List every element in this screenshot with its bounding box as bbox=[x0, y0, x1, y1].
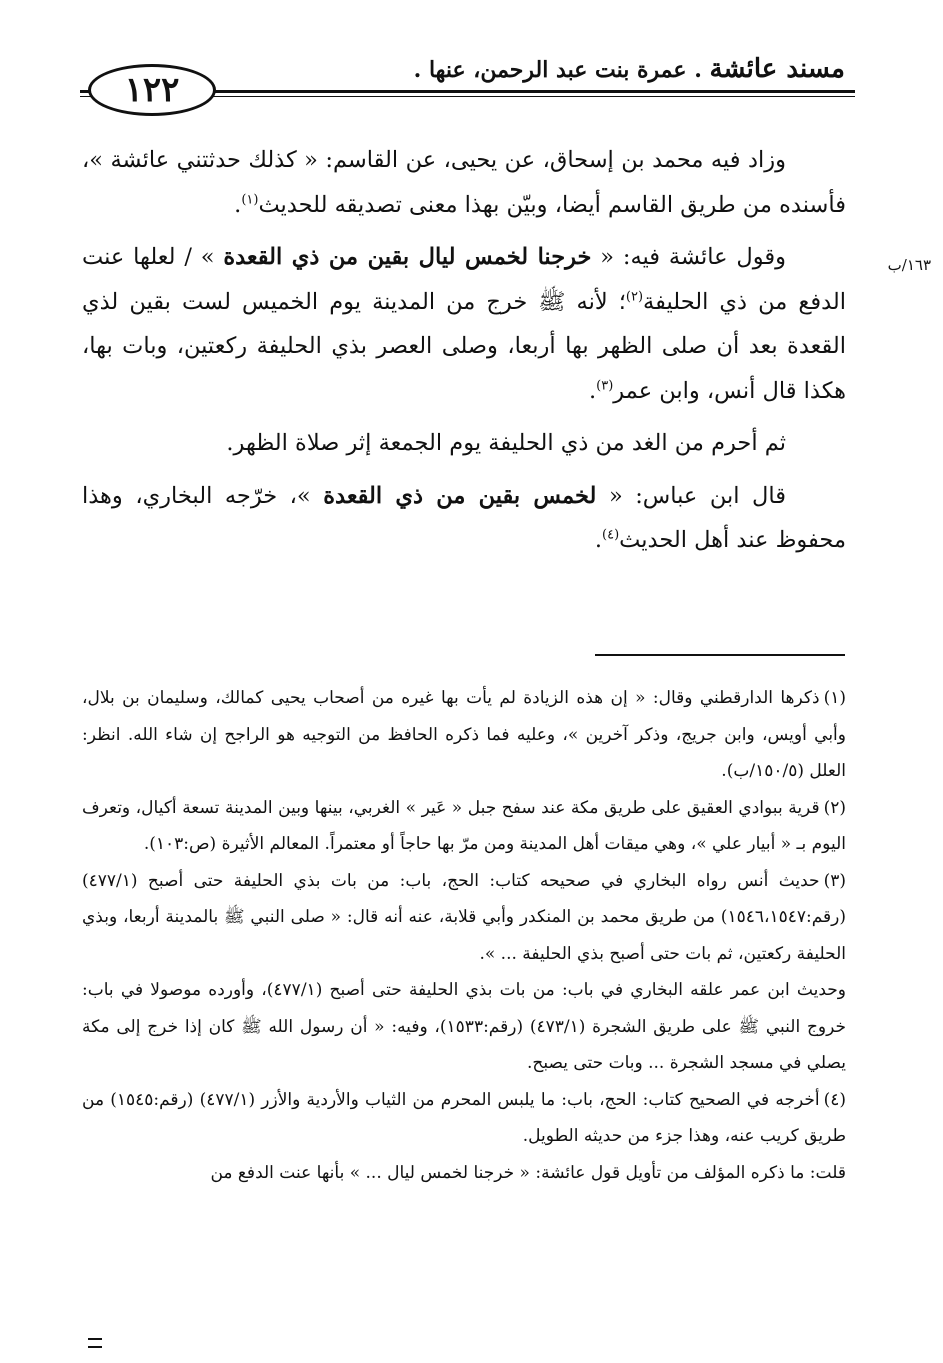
footnote-number: (٤) bbox=[823, 1089, 846, 1110]
footnote-text: قلت: ما ذكره المؤلف من تأويل قول عائشة: « خرجنا لخمس ليال ... » بأنها عنت الدفع من bbox=[210, 1162, 846, 1183]
paragraph-1 bbox=[82, 138, 846, 227]
paragraph-text: قال ابن عباس: « bbox=[596, 482, 786, 509]
footnote-3 bbox=[82, 863, 846, 973]
paragraph-text: ثم أحرم من الغد من ذي الحليفة يوم الجمعة إثر صلاة الظهر. bbox=[226, 430, 786, 456]
paragraph-text: . bbox=[588, 377, 597, 404]
footnote-text: أخرجه في الصحيح كتاب: الحج، باب: ما يلبس المحرم من الثياب والأردية والأزر (٤٧٧/١) (رقم:١٥٤٥) من طريق كريب عنه، وهذا جزء من حديثه الطويل. bbox=[82, 1089, 846, 1146]
footnote-4-continuation bbox=[82, 1155, 846, 1192]
paragraph-4 bbox=[82, 474, 846, 563]
footnote-number: (٣) bbox=[823, 870, 846, 891]
paragraph-text: » / لعلها عنت الدفع من ذي الحليفة bbox=[82, 244, 846, 315]
footnote-text: ذكرها الدارقطني وقال: « إن هذه الزيادة لم يأت بها غيره من أصحاب يحيى كمالك، وسليمان بن بلال، وأبي أويس، وابن جريج، وذكر آخرين »، وعليه فما ذكره الحافظ من التوجيه هو الراجح إن شاء الله. انظر: العلل (١٥٠/٥/ب). bbox=[82, 688, 846, 781]
quoted-hadith-text: خرجنا لخمس ليال بقين من ذي القعدة bbox=[223, 244, 592, 270]
footnote-text: قرية ببوادي العقيق على طريق مكة عند سفح جبل « عَير » الغربي، بينها وبين المدينة تسعة أكيال، وتعرف اليوم بـ « أبيار علي »، وهي ميقات أهل المدينة ومن مرّ بها حاجاً أو معتمراً. المعالم الأثيرة (ص:١٠٣). bbox=[82, 797, 846, 854]
paragraph-text: ؛ لأنه ﷺ خرج من المدينة يوم الخميس لست بقين لذي القعدة بعد أن صلى الظهر بها أربعا، وصلى العصر بذي الحليفة ركعتين، وبات بها، هكذا قال أنس، وابن عمر bbox=[82, 288, 846, 404]
footnote-ref: (٣) bbox=[596, 378, 614, 393]
continues-mark bbox=[88, 1338, 102, 1348]
main-text bbox=[82, 138, 846, 563]
footnote-4 bbox=[82, 1082, 846, 1155]
paragraph-2 bbox=[82, 235, 846, 413]
paragraph-text: . bbox=[594, 527, 603, 553]
running-title-book: مسند عائشة bbox=[709, 54, 845, 84]
page-header bbox=[80, 50, 855, 120]
footnote-ref: (٢) bbox=[625, 289, 644, 304]
margin-folio-note: ١٦٣/ب bbox=[887, 256, 931, 274]
footnote-ref: (١) bbox=[241, 192, 259, 207]
quoted-hadith-text: لخمس بقين من ذي القعدة bbox=[323, 482, 597, 509]
running-title-rest: . عمرة بنت عبد الرحمن، عنها . bbox=[413, 57, 710, 83]
footnote-number: (٢) bbox=[823, 797, 846, 818]
footnote-number: (١) bbox=[823, 688, 846, 708]
footnote-2 bbox=[82, 790, 846, 863]
footnotes bbox=[82, 680, 846, 1191]
paragraph-3 bbox=[82, 421, 846, 466]
footnote-text: وحديث ابن عمر علقه البخاري في باب: من بات بذي الحليفة حتى أصبح (٤٧٧/١)، وأورده موصولا في باب: خروج النبي ﷺ على طريق الشجرة (٤٧٣/١) (رقم:١٥٣٣)، وفيه: « أن رسول الله ﷺ كان إذا خرج إلى مكة يصلي في مسجد الشجرة ... وبات حتى يصبح. bbox=[82, 980, 847, 1073]
footnote-separator bbox=[595, 654, 845, 656]
footnote-ref: (٤) bbox=[602, 527, 620, 543]
paragraph-text: وزاد فيه محمد بن إسحاق، عن يحيى، عن القاسم: « كذلك حدثتني عائشة »، فأسنده من طريق القاسم أيضا، وبيّن بهذا معنى تصديقه للحديث bbox=[82, 147, 846, 218]
paragraph-text: وقول عائشة فيه: « bbox=[591, 244, 786, 270]
running-title bbox=[408, 54, 851, 84]
paragraph-text: »، خرّجه البخاري، وهذا محفوظ عند أهل الحديث bbox=[82, 482, 846, 553]
page-number bbox=[88, 64, 216, 116]
footnote-text: حديث أنس رواه البخاري في صحيحه كتاب: الحج، باب: من بات بذي الحليفة حتى أصبح (٤٧٧/١) (رقم:١٥٤٦،١٥٤٧) من طريق محمد بن المنكدر وأبي قلابة، عنه أنه قال: « صلى النبي ﷺ بالمدينة أربعا، وبذي الحليفة ركعتين، ثم بات حتى أصبح بذي الحليفة ... ». bbox=[82, 870, 846, 964]
page-number-text: ١٢٢ bbox=[124, 70, 180, 110]
paragraph-text: . bbox=[234, 191, 242, 218]
footnote-3-continuation bbox=[82, 972, 846, 1082]
footnote-1 bbox=[82, 680, 846, 790]
